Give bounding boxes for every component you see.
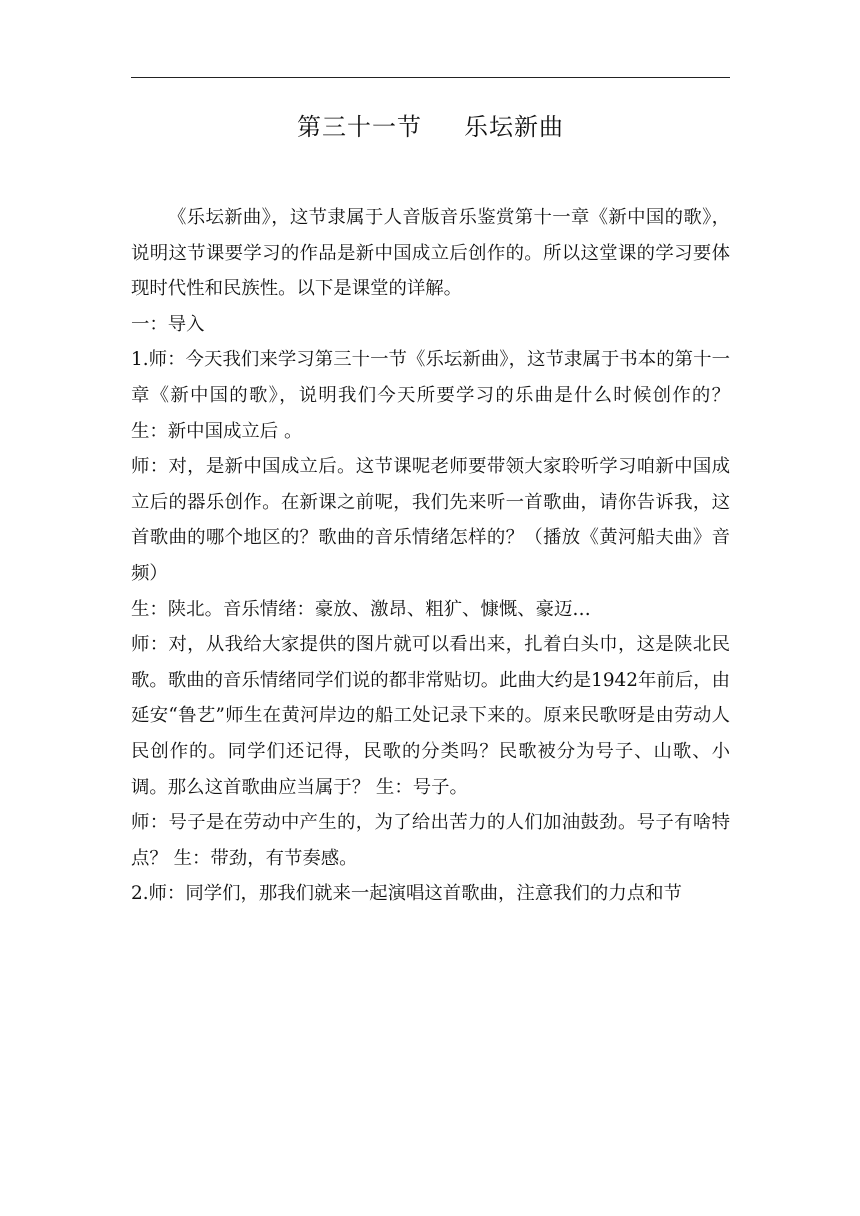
section-name: 乐坛新曲 [464, 113, 564, 141]
intro-paragraph: 《乐坛新曲》，这节隶属于人音版音乐鉴赏第十一章《新中国的歌》，说明这节课要学习的作品是新中国成立后创作的。所以这堂课的学习要体现时代性和民族性。以下是课堂的详解。 [131, 207, 730, 300]
section-heading-intro: 一：导入 [131, 313, 205, 335]
paragraph: 师：对，是新中国成立后。这节课呢老师要带领大家聆听学习咱新中国成立后的器乐创作。在新课之前呢，我们先来听一首歌曲，请你告诉我，这首歌曲的哪个地区的？歌曲的音乐情绪怎样的？（播放《黄河船夫曲》音频） [131, 456, 730, 584]
header-rule [131, 77, 730, 78]
paragraph: 1.师：今天我们来学习第三十一节《乐坛新曲》，这节隶属于书本的第十一章《新中国的歌》，说明我们今天所要学习的乐曲是什么时候创作的？ 生：新中国成立后 。 [131, 349, 730, 442]
paragraph: 生：陕北。音乐情绪：豪放、激昂、粗犷、慷慨、豪迈… [131, 598, 591, 620]
paragraph: 师：号子是在劳动中产生的，为了给出苦力的人们加油鼓劲。号子有啥特点？ 生：带劲，有节奏感。 [131, 812, 730, 869]
paragraph: 师：对，从我给大家提供的图片就可以看出来，扎着白头巾，这是陕北民歌。歌曲的音乐情绪同学们说的都非常贴切。此曲大约是1942年前后，由延安“鲁艺”师生在黄河岸边的船工处记录下来的。原来民歌呀是由劳动人民创作的。同学们还记得，民歌的分类吗？民歌被分为号子、山歌、小调。那么这首歌曲应当属于？ 生：号子。 [131, 634, 730, 798]
document-body [131, 200, 730, 912]
section-number: 第三十一节 [297, 113, 422, 141]
paragraph: 2.师：同学们，那我们就来一起演唱这首歌曲，注意我们的力点和节 [131, 883, 682, 905]
section-title [131, 110, 730, 144]
